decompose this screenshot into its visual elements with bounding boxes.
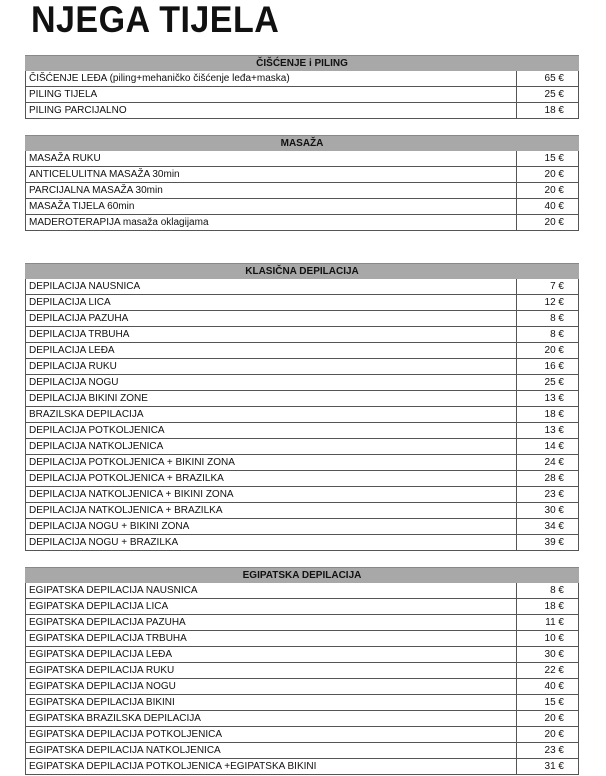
table-row: [26, 711, 579, 727]
table-row: [26, 71, 579, 87]
table-row: [26, 439, 579, 455]
service-name: ČIŠĆENJE LEĐA (piling+mehaničko čišćenje leđa+maska): [26, 71, 517, 87]
service-name: DEPILACIJA NAUSNICA: [26, 279, 517, 295]
service-price: 12 €: [517, 295, 579, 311]
table-row: [26, 215, 579, 231]
service-price: 40 €: [517, 679, 579, 695]
service-price: 8 €: [517, 583, 579, 599]
table-row: [26, 631, 579, 647]
service-name: PILING PARCIJALNO: [26, 103, 517, 119]
service-price: 13 €: [517, 391, 579, 407]
service-name: EGIPATSKA DEPILACIJA LEĐA: [26, 647, 517, 663]
service-name: EGIPATSKA DEPILACIJA RUKU: [26, 663, 517, 679]
service-price: 14 €: [517, 439, 579, 455]
service-price: 10 €: [517, 631, 579, 647]
table-row: [26, 103, 579, 119]
service-name: MASAŽA RUKU: [26, 151, 517, 167]
service-name: DEPILACIJA NOGU + BIKINI ZONA: [26, 519, 517, 535]
service-name: EGIPATSKA DEPILACIJA LICA: [26, 599, 517, 615]
service-price: 39 €: [517, 535, 579, 551]
service-name: EGIPATSKA DEPILACIJA POTKOLJENICA: [26, 727, 517, 743]
service-price: 15 €: [517, 695, 579, 711]
service-price: 20 €: [517, 727, 579, 743]
service-name: DEPILACIJA RUKU: [26, 359, 517, 375]
table-row: [26, 503, 579, 519]
service-price: 20 €: [517, 711, 579, 727]
service-price: 30 €: [517, 503, 579, 519]
service-price: 31 €: [517, 759, 579, 775]
table-row: [26, 327, 579, 343]
service-price: 25 €: [517, 87, 579, 103]
service-name: DEPILACIJA NATKOLJENICA + BIKINI ZONA: [26, 487, 517, 503]
service-price: 24 €: [517, 455, 579, 471]
service-name: DEPILACIJA POTKOLJENICA: [26, 423, 517, 439]
section-header: ČIŠĆENJE i PILING: [25, 55, 579, 71]
table-row: [26, 359, 579, 375]
service-name: DEPILACIJA LICA: [26, 295, 517, 311]
service-price: 16 €: [517, 359, 579, 375]
service-price: 23 €: [517, 487, 579, 503]
service-price: 18 €: [517, 407, 579, 423]
service-name: EGIPATSKA DEPILACIJA NATKOLJENICA: [26, 743, 517, 759]
service-name: DEPILACIJA NOGU + BRAZILKA: [26, 535, 517, 551]
table-row: [26, 295, 579, 311]
service-price: 11 €: [517, 615, 579, 631]
table-row: [26, 375, 579, 391]
table-row: [26, 583, 579, 599]
service-price: 40 €: [517, 199, 579, 215]
service-name: DEPILACIJA NATKOLJENICA: [26, 439, 517, 455]
service-name: EGIPATSKA BRAZILSKA DEPILACIJA: [26, 711, 517, 727]
table-row: [26, 279, 579, 295]
section-klasicna-depilacija: [25, 263, 579, 551]
table-row: [26, 407, 579, 423]
table-row: [26, 615, 579, 631]
section-header: EGIPATSKA DEPILACIJA: [25, 567, 579, 583]
service-price: 65 €: [517, 71, 579, 87]
table-row: [26, 311, 579, 327]
section-masaza: [25, 135, 579, 231]
table-row: [26, 487, 579, 503]
table-row: [26, 695, 579, 711]
table-row: [26, 519, 579, 535]
service-name: ANTICELULITNA MASAŽA 30min: [26, 167, 517, 183]
table-row: [26, 183, 579, 199]
service-price: 7 €: [517, 279, 579, 295]
service-name: DEPILACIJA NATKOLJENICA + BRAZILKA: [26, 503, 517, 519]
service-price: 20 €: [517, 215, 579, 231]
service-name: EGIPATSKA DEPILACIJA NAUSNICA: [26, 583, 517, 599]
table-row: [26, 727, 579, 743]
section-header: MASAŽA: [25, 135, 579, 151]
service-name: MASAŽA TIJELA 60min: [26, 199, 517, 215]
table-row: [26, 455, 579, 471]
service-price: 20 €: [517, 167, 579, 183]
price-table: [25, 71, 579, 119]
table-row: [26, 391, 579, 407]
price-table: [25, 151, 579, 231]
service-name: PARCIJALNA MASAŽA 30min: [26, 183, 517, 199]
service-price: 8 €: [517, 327, 579, 343]
table-row: [26, 743, 579, 759]
service-name: DEPILACIJA BIKINI ZONE: [26, 391, 517, 407]
table-row: [26, 647, 579, 663]
service-name: EGIPATSKA DEPILACIJA NOGU: [26, 679, 517, 695]
service-name: MADEROTERAPIJA masaža oklagijama: [26, 215, 517, 231]
section-egipatska-depilacija: [25, 567, 579, 775]
service-name: EGIPATSKA DEPILACIJA POTKOLJENICA +EGIPATSKA BIKINI: [26, 759, 517, 775]
table-row: [26, 343, 579, 359]
service-price: 8 €: [517, 311, 579, 327]
price-table: [25, 583, 579, 775]
service-name: DEPILACIJA NOGU: [26, 375, 517, 391]
service-price: 18 €: [517, 103, 579, 119]
service-name: DEPILACIJA POTKOLJENICA + BIKINI ZONA: [26, 455, 517, 471]
table-row: [26, 471, 579, 487]
table-row: [26, 199, 579, 215]
service-price: 23 €: [517, 743, 579, 759]
service-price: 20 €: [517, 183, 579, 199]
table-row: [26, 535, 579, 551]
table-row: [26, 663, 579, 679]
service-price: 25 €: [517, 375, 579, 391]
table-row: [26, 87, 579, 103]
service-price: 20 €: [517, 343, 579, 359]
page-title: NJEGA TIJELA: [31, 0, 280, 40]
service-price: 34 €: [517, 519, 579, 535]
service-price: 18 €: [517, 599, 579, 615]
service-price: 22 €: [517, 663, 579, 679]
price-table: [25, 279, 579, 551]
section-header: KLASIČNA DEPILACIJA: [25, 263, 579, 279]
service-name: DEPILACIJA TRBUHA: [26, 327, 517, 343]
service-price: 15 €: [517, 151, 579, 167]
table-row: [26, 151, 579, 167]
service-name: EGIPATSKA DEPILACIJA TRBUHA: [26, 631, 517, 647]
service-name: DEPILACIJA PAZUHA: [26, 311, 517, 327]
service-name: DEPILACIJA LEĐA: [26, 343, 517, 359]
table-row: [26, 167, 579, 183]
service-price: 28 €: [517, 471, 579, 487]
table-row: [26, 759, 579, 775]
service-name: EGIPATSKA DEPILACIJA PAZUHA: [26, 615, 517, 631]
service-name: BRAZILSKA DEPILACIJA: [26, 407, 517, 423]
service-name: PILING TIJELA: [26, 87, 517, 103]
table-row: [26, 679, 579, 695]
table-row: [26, 599, 579, 615]
service-price: 30 €: [517, 647, 579, 663]
service-name: DEPILACIJA POTKOLJENICA + BRAZILKA: [26, 471, 517, 487]
table-row: [26, 423, 579, 439]
service-name: EGIPATSKA DEPILACIJA BIKINI: [26, 695, 517, 711]
section-ciscenje-piling: [25, 55, 579, 119]
service-price: 13 €: [517, 423, 579, 439]
